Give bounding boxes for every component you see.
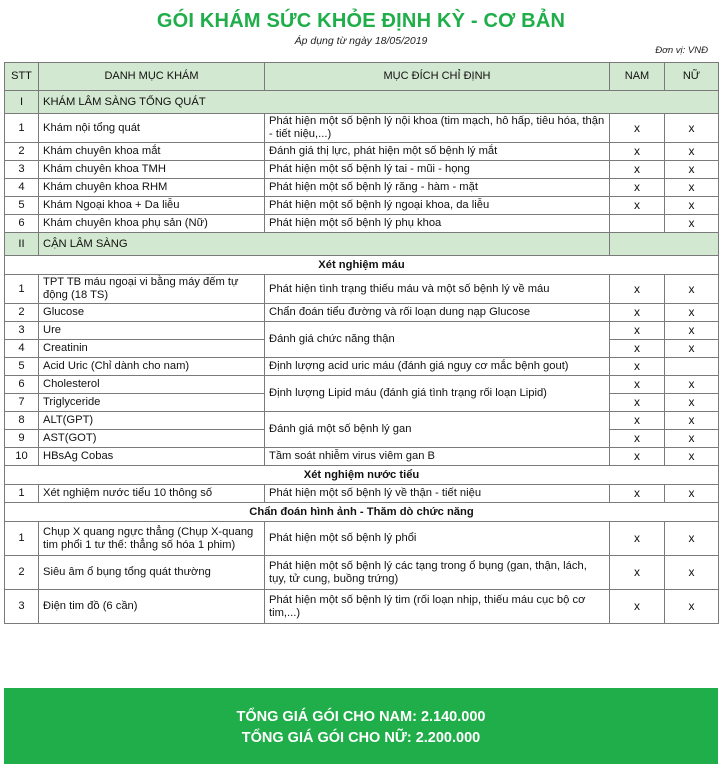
- row-name: Cholesterol: [39, 376, 265, 394]
- male-mark: x: [610, 322, 665, 340]
- female-mark: x: [665, 304, 719, 322]
- male-mark: x: [610, 448, 665, 466]
- row-purpose: Phát hiện một số bệnh lý phổi: [265, 522, 610, 556]
- male-mark: x: [610, 522, 665, 556]
- row-purpose: Phát hiện một số bệnh lý tim (rối loạn nhịp, thiếu máu cục bộ cơ tim,...): [265, 590, 610, 624]
- row-name: Creatinin: [39, 340, 265, 358]
- table-row: [5, 197, 719, 215]
- row-stt: 6: [5, 215, 39, 233]
- row-stt: 8: [5, 412, 39, 430]
- table-row: [5, 376, 719, 394]
- subsection-row: [5, 466, 719, 485]
- female-mark: x: [665, 376, 719, 394]
- price-summary: [4, 688, 718, 764]
- row-purpose: Phát hiện một số bệnh lý phụ khoa: [265, 215, 610, 233]
- table-row: [5, 179, 719, 197]
- section-num: I: [5, 91, 39, 114]
- table-row: [5, 161, 719, 179]
- male-mark: x: [610, 197, 665, 215]
- table-row: [5, 590, 719, 624]
- female-mark: x: [665, 143, 719, 161]
- male-mark: x: [610, 161, 665, 179]
- row-name: Glucose: [39, 304, 265, 322]
- section-row: [5, 233, 719, 256]
- row-stt: 3: [5, 161, 39, 179]
- table-row: [5, 114, 719, 143]
- female-mark: x: [665, 556, 719, 590]
- row-purpose: Phát hiện một số bệnh lý về thận - tiết niệu: [265, 485, 610, 503]
- male-mark: x: [610, 179, 665, 197]
- row-stt: 5: [5, 197, 39, 215]
- row-purpose: Phát hiện một số bệnh lý răng - hàm - mặt: [265, 179, 610, 197]
- female-mark: x: [665, 485, 719, 503]
- female-total-price: TỔNG GIÁ GÓI CHO NỮ: 2.200.000: [241, 730, 481, 746]
- row-name: Khám Ngoại khoa + Da liễu: [39, 197, 265, 215]
- subsection-row: [5, 503, 719, 522]
- table-row: [5, 522, 719, 556]
- table-row: [5, 485, 719, 503]
- male-mark: x: [610, 358, 665, 376]
- row-purpose: Phát hiện một số bệnh lý tai - mũi - họng: [265, 161, 610, 179]
- male-mark: x: [610, 412, 665, 430]
- table-row: [5, 275, 719, 304]
- male-mark: x: [610, 556, 665, 590]
- row-name: Siêu âm ổ bụng tổng quát thường: [39, 556, 265, 590]
- female-mark: x: [665, 275, 719, 304]
- table-header: [5, 63, 719, 91]
- row-name: Chụp X quang ngực thẳng (Chụp X-quang tim phổi 1 tư thế: thẳng số hóa 1 phim): [39, 522, 265, 556]
- male-mark: x: [610, 376, 665, 394]
- section-num: II: [5, 233, 39, 256]
- male-mark: x: [610, 304, 665, 322]
- row-stt: 1: [5, 485, 39, 503]
- row-purpose: Phát hiện một số bệnh lý nội khoa (tim mạch, hô hấp, tiêu hóa, thận - tiết niệu,...): [265, 114, 610, 143]
- row-purpose: Định lượng acid uric máu (đánh giá nguy cơ mắc bệnh gout): [265, 358, 610, 376]
- table-row: [5, 412, 719, 430]
- subsection-title: Xét nghiệm nước tiểu: [5, 466, 719, 485]
- checkup-table: [4, 62, 719, 624]
- page-title: GÓI KHÁM SỨC KHỎE ĐỊNH KỲ - CƠ BẢN: [156, 10, 566, 32]
- male-mark: x: [610, 485, 665, 503]
- subsection-title: Chẩn đoán hình ảnh - Thăm dò chức năng: [5, 503, 719, 522]
- female-mark: x: [665, 522, 719, 556]
- female-mark: x: [665, 590, 719, 624]
- col-female: NỮ: [665, 63, 719, 91]
- row-stt: 9: [5, 430, 39, 448]
- row-stt: 2: [5, 143, 39, 161]
- row-stt: 1: [5, 522, 39, 556]
- male-total-price: TỔNG GIÁ GÓI CHO NAM: 2.140.000: [236, 709, 486, 725]
- row-stt: 3: [5, 590, 39, 624]
- row-stt: 4: [5, 340, 39, 358]
- table-row: [5, 215, 719, 233]
- row-purpose: Tầm soát nhiễm virus viêm gan B: [265, 448, 610, 466]
- subsection-row: [5, 256, 719, 275]
- row-name: AST(GOT): [39, 430, 265, 448]
- row-name: Khám chuyên khoa RHM: [39, 179, 265, 197]
- row-stt: 3: [5, 322, 39, 340]
- male-mark: x: [610, 394, 665, 412]
- table-row: [5, 304, 719, 322]
- row-name: Ure: [39, 322, 265, 340]
- female-mark: x: [665, 197, 719, 215]
- female-mark: x: [665, 340, 719, 358]
- female-mark: x: [665, 179, 719, 197]
- female-mark: x: [665, 114, 719, 143]
- row-name: Điện tim đồ (6 cần): [39, 590, 265, 624]
- row-stt: 7: [5, 394, 39, 412]
- row-name: Triglyceride: [39, 394, 265, 412]
- table-row: [5, 358, 719, 376]
- row-stt: 2: [5, 556, 39, 590]
- col-purpose: MỤC ĐÍCH CHỈ ĐỊNH: [265, 63, 610, 91]
- female-mark: x: [665, 322, 719, 340]
- female-mark: x: [665, 430, 719, 448]
- col-category: DANH MỤC KHÁM: [39, 63, 265, 91]
- row-name: Khám chuyên khoa mắt: [39, 143, 265, 161]
- male-mark: x: [610, 275, 665, 304]
- row-name: Acid Uric (Chỉ dành cho nam): [39, 358, 265, 376]
- female-mark: x: [665, 412, 719, 430]
- male-mark: x: [610, 340, 665, 358]
- row-stt: 1: [5, 114, 39, 143]
- table-row: [5, 143, 719, 161]
- row-name: Xét nghiệm nước tiểu 10 thông số: [39, 485, 265, 503]
- female-mark: x: [665, 161, 719, 179]
- subsection-title: Xét nghiệm máu: [5, 256, 719, 275]
- row-stt: 10: [5, 448, 39, 466]
- female-mark: x: [665, 215, 719, 233]
- row-purpose: Chẩn đoán tiểu đường và rối loạn dung nạp Glucose: [265, 304, 610, 322]
- male-mark: x: [610, 590, 665, 624]
- col-stt: STT: [5, 63, 39, 91]
- row-stt: 1: [5, 275, 39, 304]
- col-male: NAM: [610, 63, 665, 91]
- row-name: Khám nội tổng quát: [39, 114, 265, 143]
- male-mark: x: [610, 143, 665, 161]
- row-name: Khám chuyên khoa TMH: [39, 161, 265, 179]
- male-mark: x: [610, 114, 665, 143]
- currency-unit: Đơn vị: VNĐ: [655, 45, 708, 56]
- table-row: [5, 556, 719, 590]
- row-stt: 6: [5, 376, 39, 394]
- row-purpose: Phát hiện tình trạng thiếu máu và một số bệnh lý về máu: [265, 275, 610, 304]
- row-stt: 4: [5, 179, 39, 197]
- row-stt: 2: [5, 304, 39, 322]
- female-mark: x: [665, 448, 719, 466]
- row-name: TPT TB máu ngoại vi bằng máy đếm tự động (18 TS): [39, 275, 265, 304]
- row-purpose: Đánh giá thị lực, phát hiện một số bệnh lý mắt: [265, 143, 610, 161]
- row-purpose: Phát hiện một số bệnh lý các tạng trong ổ bụng (gan, thận, lách, tụy, tử cung, buồng trứng): [265, 556, 610, 590]
- female-mark: x: [665, 394, 719, 412]
- section-row: [5, 91, 719, 114]
- row-stt: 5: [5, 358, 39, 376]
- male-mark: [610, 215, 665, 233]
- row-name: ALT(GPT): [39, 412, 265, 430]
- row-name: HBsAg Cobas: [39, 448, 265, 466]
- female-mark: [665, 358, 719, 376]
- row-purpose: Đánh giá một số bệnh lý gan: [265, 412, 610, 448]
- section-title: KHÁM LÂM SÀNG TỔNG QUÁT: [39, 91, 719, 114]
- effective-date: Áp dụng từ ngày 18/05/2019: [294, 35, 428, 47]
- male-mark: x: [610, 430, 665, 448]
- row-purpose: Đánh giá chức năng thận: [265, 322, 610, 358]
- row-purpose: Định lượng Lipid máu (đánh giá tình trạng rối loạn Lipid): [265, 376, 610, 412]
- table-row: [5, 448, 719, 466]
- row-name: Khám chuyên khoa phụ sản (Nữ): [39, 215, 265, 233]
- table-row: [5, 322, 719, 340]
- row-purpose: Phát hiện một số bệnh lý ngoại khoa, da liễu: [265, 197, 610, 215]
- section-title: CẬN LÂM SÀNG: [39, 233, 610, 256]
